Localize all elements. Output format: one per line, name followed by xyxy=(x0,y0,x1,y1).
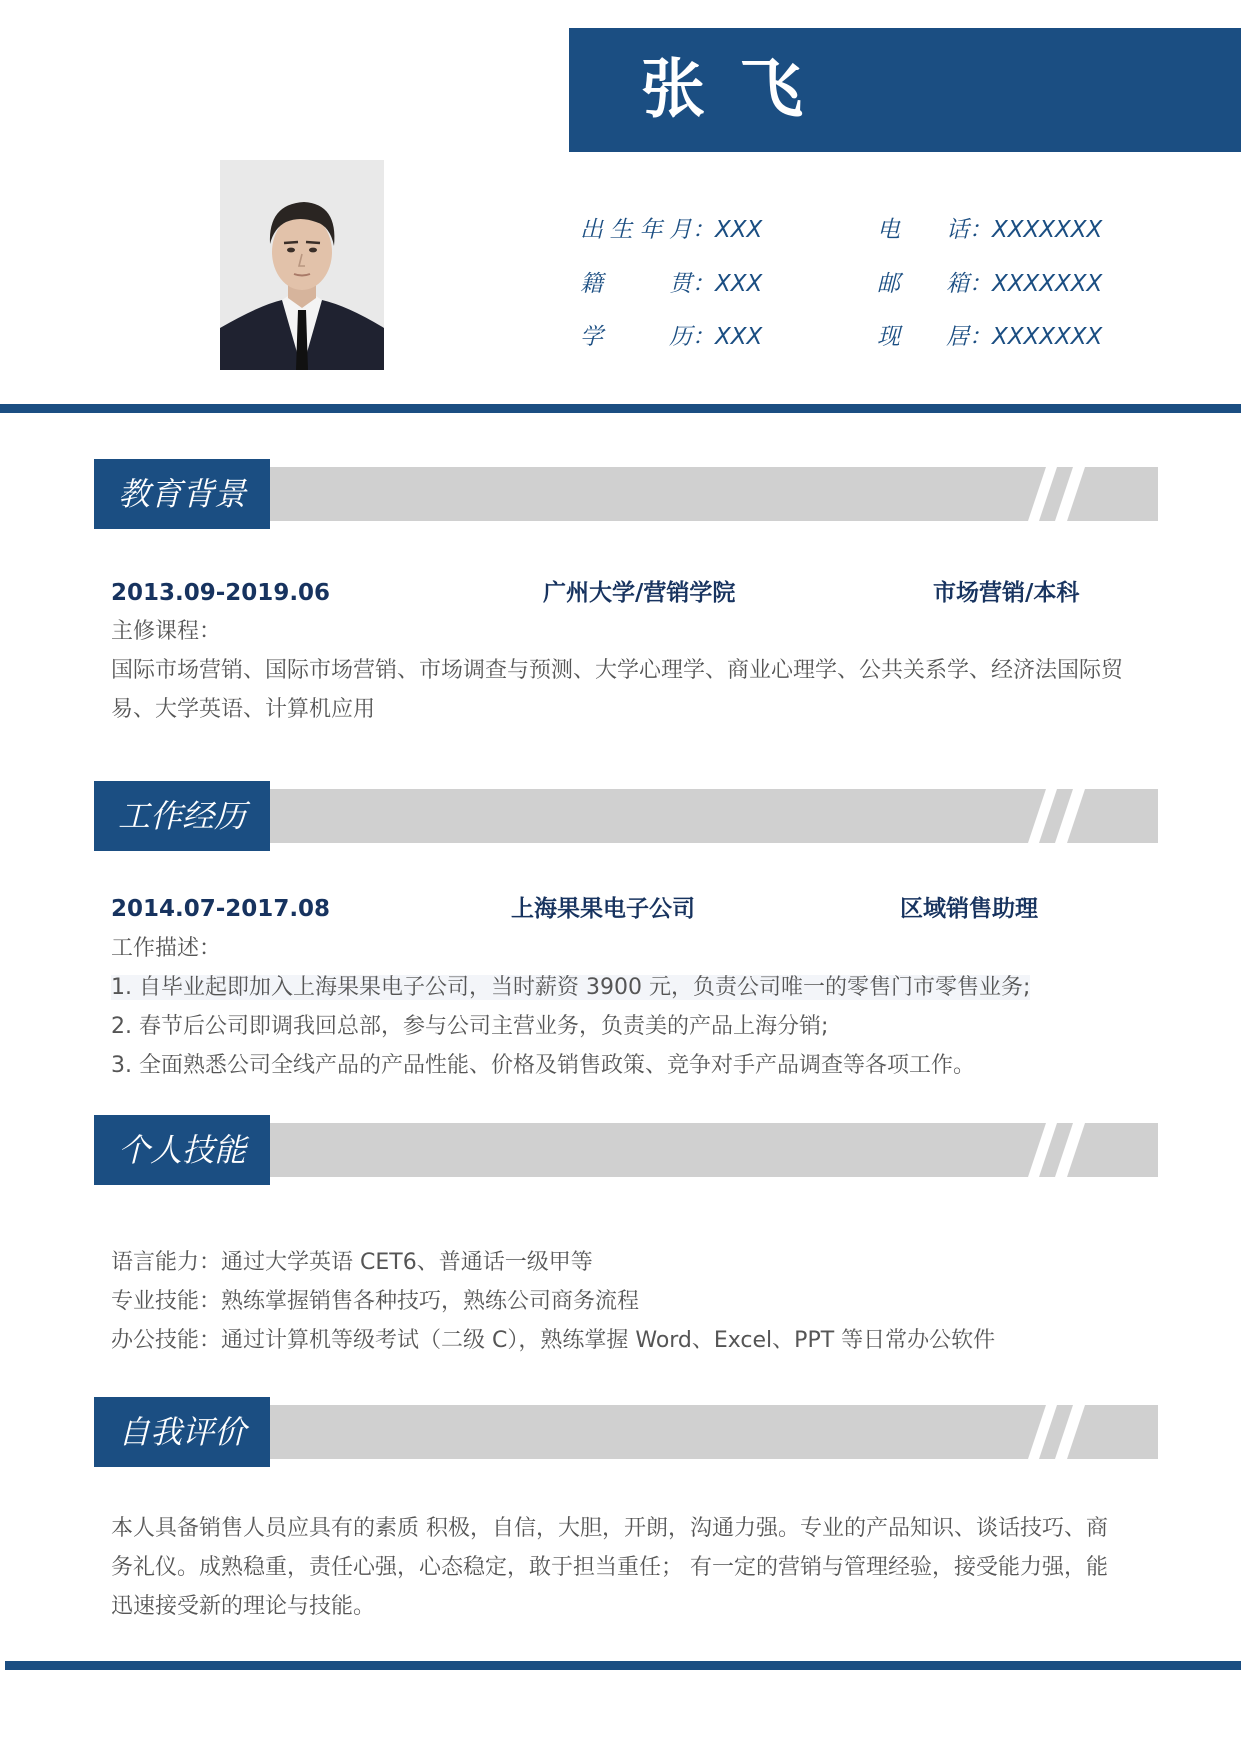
section-decor-bar xyxy=(270,1123,1158,1177)
self-eval-text: 本人具备销售人员应具有的素质 积极，自信，大胆，开朗，沟通力强。专业的产品知识、谈话技巧、商务礼仪。成熟稳重，责任心强，心态稳定，敢于担当重任； 有一定的营销与管理经验，接受能力强，能迅速接受新的理论与技能。 xyxy=(111,1516,1108,1619)
info-origin-label: 籍贯 xyxy=(580,271,692,297)
section-decor-bar xyxy=(270,789,1158,843)
section-decor-bar xyxy=(270,467,1158,521)
footer-divider xyxy=(5,1661,1241,1670)
work-item: 3. 全面熟悉公司全线产品的产品性能、价格及销售政策、竞争对手产品调查等各项工作。 xyxy=(111,1053,975,1078)
work-company: 上海果果电子公司 xyxy=(511,896,695,922)
education-entry xyxy=(111,573,1080,613)
work-desc-label: 工作描述： xyxy=(111,936,222,961)
education-period: 2013.09-2019.06 xyxy=(111,580,331,606)
education-school: 广州大学/营销学院 xyxy=(543,580,736,606)
section-skills-title: 个人技能 xyxy=(94,1115,270,1185)
info-education-value: XXX xyxy=(715,324,763,350)
self-eval-body xyxy=(111,1509,1121,1626)
info-phone-label: 电话 xyxy=(877,217,969,243)
info-phone: 电话：XXXXXXX xyxy=(877,210,1102,250)
header-divider xyxy=(0,404,1241,413)
section-education-title: 教育背景 xyxy=(94,459,270,529)
info-email-label: 邮箱 xyxy=(877,271,969,297)
work-description xyxy=(111,929,1146,1085)
info-education-label: 学历 xyxy=(580,324,692,350)
info-email-value: XXXXXXX xyxy=(992,271,1103,297)
courses-label: 主修课程： xyxy=(111,619,222,644)
section-self-eval-title: 自我评价 xyxy=(94,1397,270,1467)
section-work-header xyxy=(94,781,1158,851)
section-self-eval-header xyxy=(94,1397,1158,1467)
work-item-text: 1. 自毕业起即加入上海果果电子公司，当时薪资 3900 元，负责公司唯一的零售门市零售业务; xyxy=(111,975,1031,1000)
section-work-title: 工作经历 xyxy=(94,781,270,851)
section-decor-bar xyxy=(270,1405,1158,1459)
name-banner xyxy=(569,28,1241,152)
info-phone-value: XXXXXXX xyxy=(992,217,1103,243)
info-education: 学历：XXX xyxy=(580,317,762,357)
work-position: 区域销售助理 xyxy=(900,896,1038,922)
work-item xyxy=(111,968,1146,1007)
work-entry xyxy=(111,889,1071,929)
education-courses xyxy=(111,612,1146,729)
education-major: 市场营销/本科 xyxy=(933,580,1080,606)
info-origin: 籍贯：XXX xyxy=(580,264,762,304)
skill-item: 语言能力：通过大学英语 CET6、普通话一级甲等 xyxy=(111,1250,593,1275)
info-birth-label: 出生年月 xyxy=(580,217,692,243)
work-period: 2014.07-2017.08 xyxy=(111,896,331,922)
section-skills-header xyxy=(94,1115,1158,1185)
courses-text: 国际市场营销、国际市场营销、市场调查与预测、大学心理学、商业心理学、公共关系学、经济法国际贸易、大学英语、计算机应用 xyxy=(111,658,1124,722)
info-residence-label: 现居 xyxy=(877,324,969,350)
info-origin-value: XXX xyxy=(715,271,763,297)
info-residence-value: XXXXXXX xyxy=(992,324,1103,350)
info-residence: 现居：XXXXXXX xyxy=(877,317,1102,357)
info-email: 邮箱：XXXXXXX xyxy=(877,264,1102,304)
candidate-name: 张飞 xyxy=(641,53,837,127)
work-item: 2. 春节后公司即调我回总部，参与公司主营业务，负责美的产品上海分销; xyxy=(111,1014,829,1039)
info-birth: 出生年月：XXX xyxy=(580,210,762,250)
skill-item: 专业技能：熟练掌握销售各种技巧，熟练公司商务流程 xyxy=(111,1289,640,1314)
skill-item: 办公技能：通过计算机等级考试（二级 C），熟练掌握 Word、Excel、PPT 等日常办公软件 xyxy=(111,1328,996,1353)
section-education-header xyxy=(94,459,1158,529)
profile-photo xyxy=(220,160,384,370)
info-birth-value: XXX xyxy=(715,217,763,243)
skills-list xyxy=(111,1243,1146,1360)
